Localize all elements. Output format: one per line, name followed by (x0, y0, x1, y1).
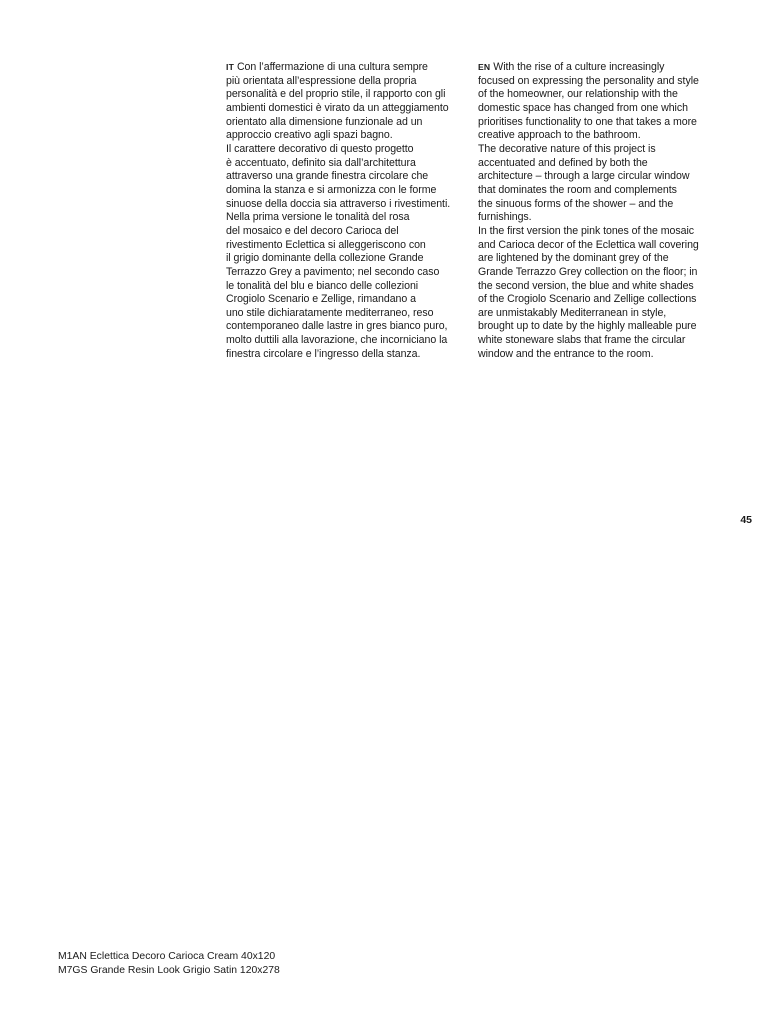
italian-paragraph-text: Con l’affermazione di una cultura sempre più orientata all’espressione della propria personalità e del proprio stile, il rapporto con gli ambienti domestici è virato da un atteggiamento orientato alla dimensione funzionale ad un approccio creativo agli spazi bagno. (226, 61, 449, 142)
italian-paragraph: Nella prima versione le tonalità del rosa del mosaico e del decoro Carioca del rivestimento Eclettica si alleggeriscono con il grigio dominante della collezione Grande Terrazzo Grey a pavimento; nel secondo caso le tonalità del blu e bianco delle collezioni Crogiolo Scenario e Zellige, rimandano a uno stile dichiaratamente mediterraneo, reso contemporaneo dalle lastre in gres bianco puro, molto duttili alla lavorazione, che incorniciano la finestra circolare e l’ingresso della stanza. (226, 211, 448, 360)
italian-language-tag: IT (226, 62, 235, 72)
italian-paragraph: Il carattere decorativo di questo progetto è accentuato, definito sia dall’architettura attraverso una grande finestra circolare che domina la stanza e si armonizza con le forme sinuose della doccia sia attraverso i rivestimenti. (226, 142, 451, 210)
italian-paragraph (226, 61, 470, 143)
english-paragraph: In the first version the pink tones of the mosaic and Carioca decor of the Eclettica wall covering are lightened by the dominant grey of the Grande Terrazzo Grey collection on the floor; in the second version, the blue and white shades of the Crogiolo Scenario and Zellige collections are unmistakably Mediterranean in style, brought up to date by the highly malleable pure white stoneware slabs that frame the circular window and the entrance to the room. (478, 224, 699, 360)
english-paragraph: The decorative nature of this project is accentuated and defined by both the architecture – through a large circular window that dominates the room and complements the sinuous forms of the shower – and the furnishings. (478, 142, 690, 224)
product-caption: M7GS Grande Resin Look Grigio Satin 120x278 (58, 965, 280, 977)
english-paragraph (478, 61, 722, 143)
page-number: 45 (740, 514, 752, 526)
italian-text-column (226, 61, 470, 361)
english-paragraph-text: With the rise of a culture increasingly focused on expressing the personality and style of the homeowner, our relationship with the domestic space has changed from one which prioritises functionality to one that takes a more creative approach to the bathroom. (478, 61, 699, 142)
english-language-tag: EN (478, 62, 491, 72)
english-text-column (478, 61, 722, 361)
product-captions (58, 950, 280, 979)
product-caption: M1AN Eclettica Decoro Carioca Cream 40x120 (58, 951, 276, 962)
